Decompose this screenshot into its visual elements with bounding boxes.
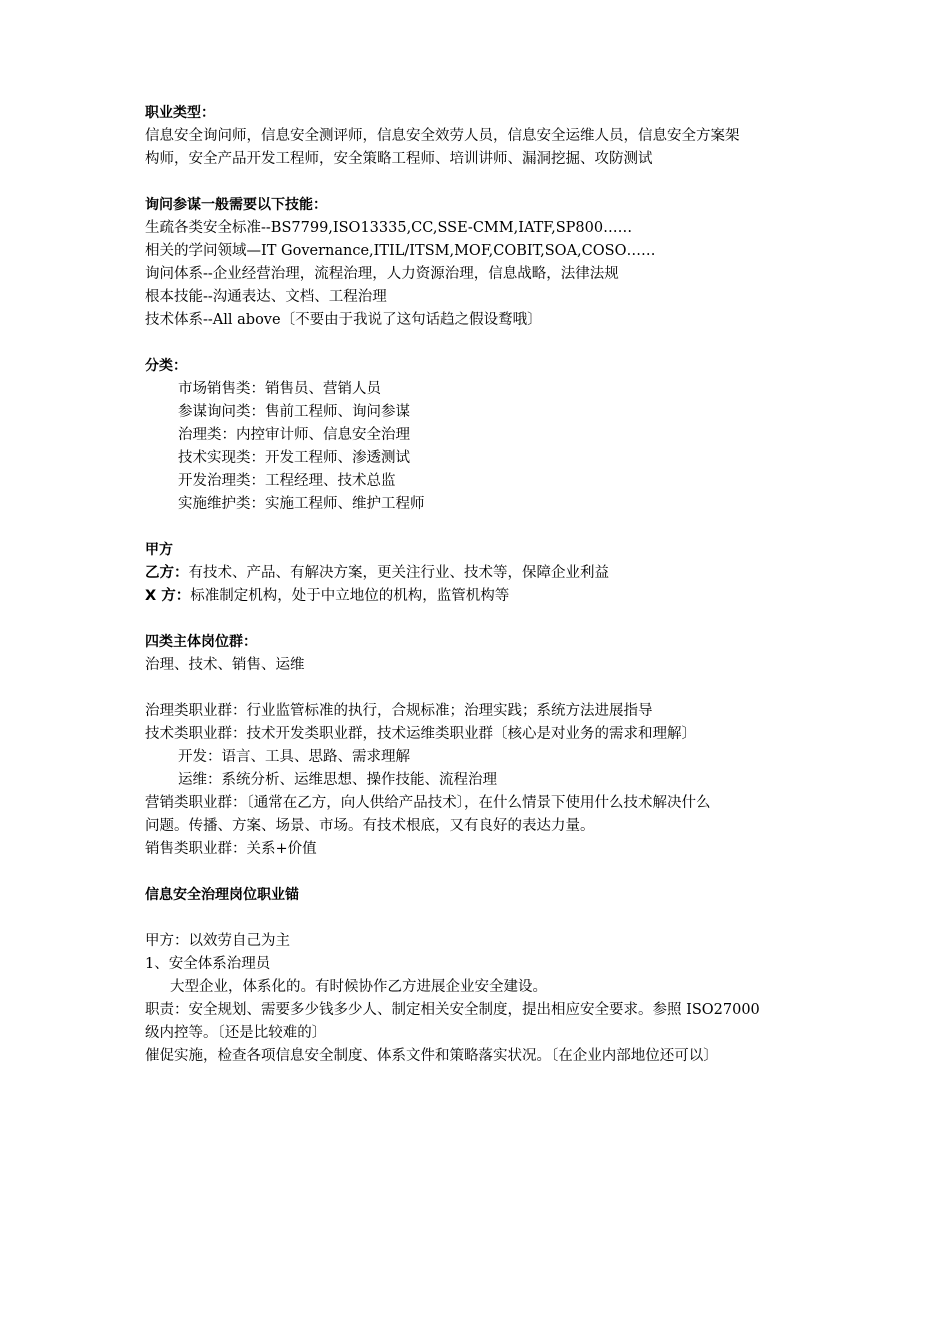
duties-line-1: 职责：安全规划、需要多少钱多少人、制定相关安全制度，提出相应安全要求。参照 ISO27000 (145, 1002, 760, 1018)
technical-group-line: 技术类职业群：技术开发类职业群，技术运维类职业群〔核心是对业务的需求和理解〕 (145, 726, 696, 742)
party-b-text: 有技术、产品、有解决方案，更关注行业、技术等，保障企业利益 (188, 565, 609, 581)
section-heading-categories: 分类： (145, 358, 187, 374)
skills-item-4: 根本技能--沟通表达、文档、工程治理 (145, 289, 387, 305)
category-item-4: 技术实现类：开发工程师、渗透测试 (178, 450, 410, 466)
spacer (145, 677, 815, 700)
section-heading-job-groups: 四类主体岗位群： (145, 634, 257, 650)
section-heading-career-anchor: 信息安全治理岗位职业锚 (145, 887, 299, 903)
management-group-line: 治理类职业群：行业监管标准的执行，合规标准；治理实践；系统方法进展指导 (145, 703, 653, 719)
role-item-1: 1、安全体系治理员 (145, 956, 271, 972)
skills-item-2: 相关的学问领域—IT Governance,ITIL/ITSM,MOF,COBIT,SOA,COSO…… (145, 243, 656, 259)
skills-item-3: 询问体系--企业经营治理，流程治理，人力资源治理，信息战略，法律法规 (145, 266, 619, 282)
category-item-3: 治理类：内控审计师、信息安全治理 (178, 427, 410, 443)
duties-line-2: 级内控等。〔还是比较难的〕 (145, 1025, 327, 1041)
sales-group-line: 销售类职业群：关系+价值 (145, 841, 317, 857)
marketing-group-line-1: 营销类职业群：〔通常在乙方，向人供给产品技术〕，在什么情景下使用什么技术解决什么 (145, 795, 711, 811)
spacer (145, 332, 815, 355)
supervise-line: 催促实施，检查各项信息安全制度、体系文件和策略落实状况。〔在企业内部地位还可以〕 (145, 1048, 718, 1064)
category-item-2: 参谋询问类：售前工程师、询问参谋 (178, 404, 410, 420)
category-item-1: 市场销售类：销售员、营销人员 (178, 381, 381, 397)
party-b-label: 乙方： (145, 565, 189, 581)
career-types-line-2: 构师，安全产品开发工程师，安全策略工程师、培训讲师、漏洞挖掘、攻防测试 (145, 151, 653, 167)
section-heading-skills: 询问参谋一般需要以下技能： (145, 197, 327, 213)
party-a-service-line: 甲方：以效劳自己为主 (145, 933, 290, 949)
skills-item-1: 生疏各类安全标准--BS7799,ISO13335,CC,SSE-CMM,IATF,SP800…… (145, 220, 633, 236)
party-b-line (145, 562, 815, 585)
technical-ops-line: 运维：系统分析、运维思想、操作技能、流程治理 (178, 772, 497, 788)
marketing-group-line-2: 问题。传播、方案、场景、市场。有技术根底，又有良好的表达力量。 (145, 818, 595, 834)
spacer (145, 861, 815, 884)
spacer (145, 171, 815, 194)
section-heading-career-types: 职业类型： (145, 105, 215, 121)
job-groups-line: 治理、技术、销售、运维 (145, 657, 305, 673)
party-x-text: 标准制定机构，处于中立地位的机构，监管机构等 (190, 588, 510, 604)
party-x-label: X 方： (145, 588, 191, 604)
category-item-6: 实施维护类：实施工程师、维护工程师 (178, 496, 425, 512)
technical-dev-line: 开发：语言、工具、思路、需求理解 (178, 749, 410, 765)
document-body (145, 102, 815, 1068)
party-a-heading: 甲方 (145, 542, 173, 558)
spacer (145, 907, 815, 930)
role-description: 大型企业，体系化的。有时候协作乙方进展企业安全建设。 (170, 979, 547, 995)
category-item-5: 开发治理类：工程经理、技术总监 (178, 473, 396, 489)
skills-item-5: 技术体系--All above〔不要由于我说了这句话趋之假设鹜哦〕 (145, 312, 542, 328)
spacer (145, 516, 815, 539)
spacer (145, 608, 815, 631)
career-types-line-1: 信息安全询问师，信息安全测评师，信息安全效劳人员，信息安全运维人员，信息安全方案架 (145, 128, 740, 144)
party-x-line (145, 585, 815, 608)
